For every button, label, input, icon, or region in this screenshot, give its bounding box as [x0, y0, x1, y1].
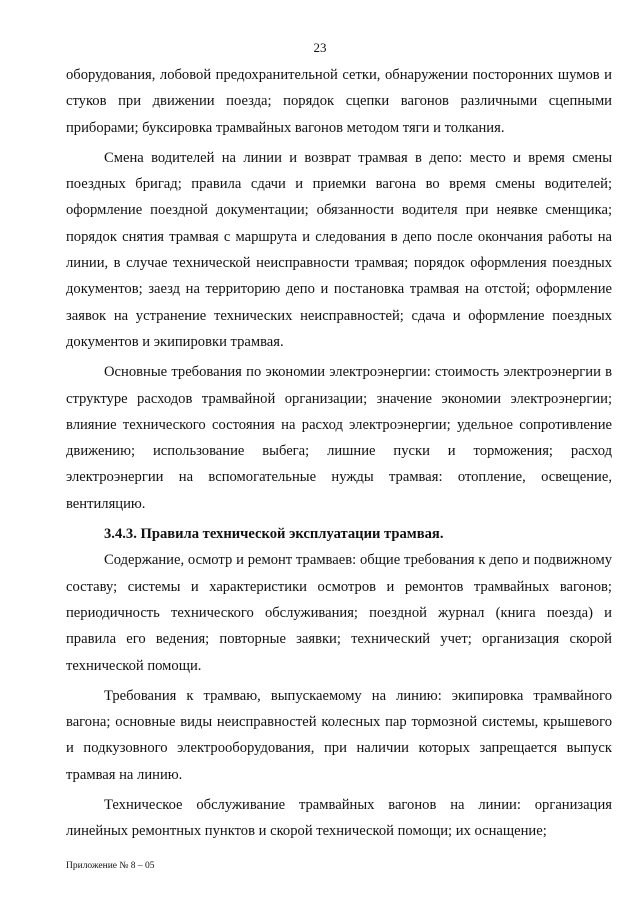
paragraph-energy-saving: Основные требования по экономии электроэнергии: стоимость электроэнергии в структуре расходов трамвайной организации; значение экономии электроэнергии; влияние технического состояния на расход электроэнергии; удельное сопротивление движению; использование выбега; лишние пуски и торможения; расход электроэнергии на вспомогательные нужды трамвая: отопление, освещение, вентиляцию. [66, 364, 612, 512]
paragraph-continuation: оборудования, лобовой предохранительной сетки, обнаружении посторонних шумов и стуков при движении поезда; порядок сцепки вагонов различными сцепными приборами; буксировка трамвайных вагонов методом тяги и толкания. [66, 67, 612, 136]
section-heading: 3.4.3. Правила технической эксплуатации трамвая. [104, 526, 444, 543]
document-body [66, 62, 612, 845]
paragraph-requirements: Требования к трамваю, выпускаемому на линию: экипировка трамвайного вагона; основные виды неисправностей колесных пар тормозной системы, крышевого и подкузовного электрооборудования, при наличии которых запрещается выпуск трамвая на линию. [66, 687, 612, 783]
paragraph-maintenance: Содержание, осмотр и ремонт трамваев: общие требования к депо и подвижному составу; системы и характеристики осмотров и ремонтов трамвайных вагонов; периодичность технического обслуживания; поездной журнал (книга поезда) и правила его ведения; повторные заявки; технический учет; организация скорой технической помощи. [66, 552, 612, 674]
page-number: 23 [313, 40, 327, 55]
paragraph-driver-change: Смена водителей на линии и возврат трамвая в депо: место и время смены поездных бригад; правила сдачи и приемки вагона во время смены водителей; оформление поездной документации; обязанности водителя при неявке сменщика; порядок снятия трамвая с маршрута и следования в депо после окончания работы на линии, в случае технической неисправности трамвая; порядок оформления поездных документов; заезд на территорию депо и постановка трамвая на отстой; оформление заявок на устранение технических неисправностей; сдача и оформление поездных документов и экипировки трамвая. [66, 149, 612, 350]
page-footer: Приложение № 8 – 05 [66, 861, 155, 871]
paragraph-line-service: Техническое обслуживание трамвайных вагонов на линии: организация линейных ремонтных пунктов и скорой технической помощи; их оснащение; [66, 797, 612, 840]
